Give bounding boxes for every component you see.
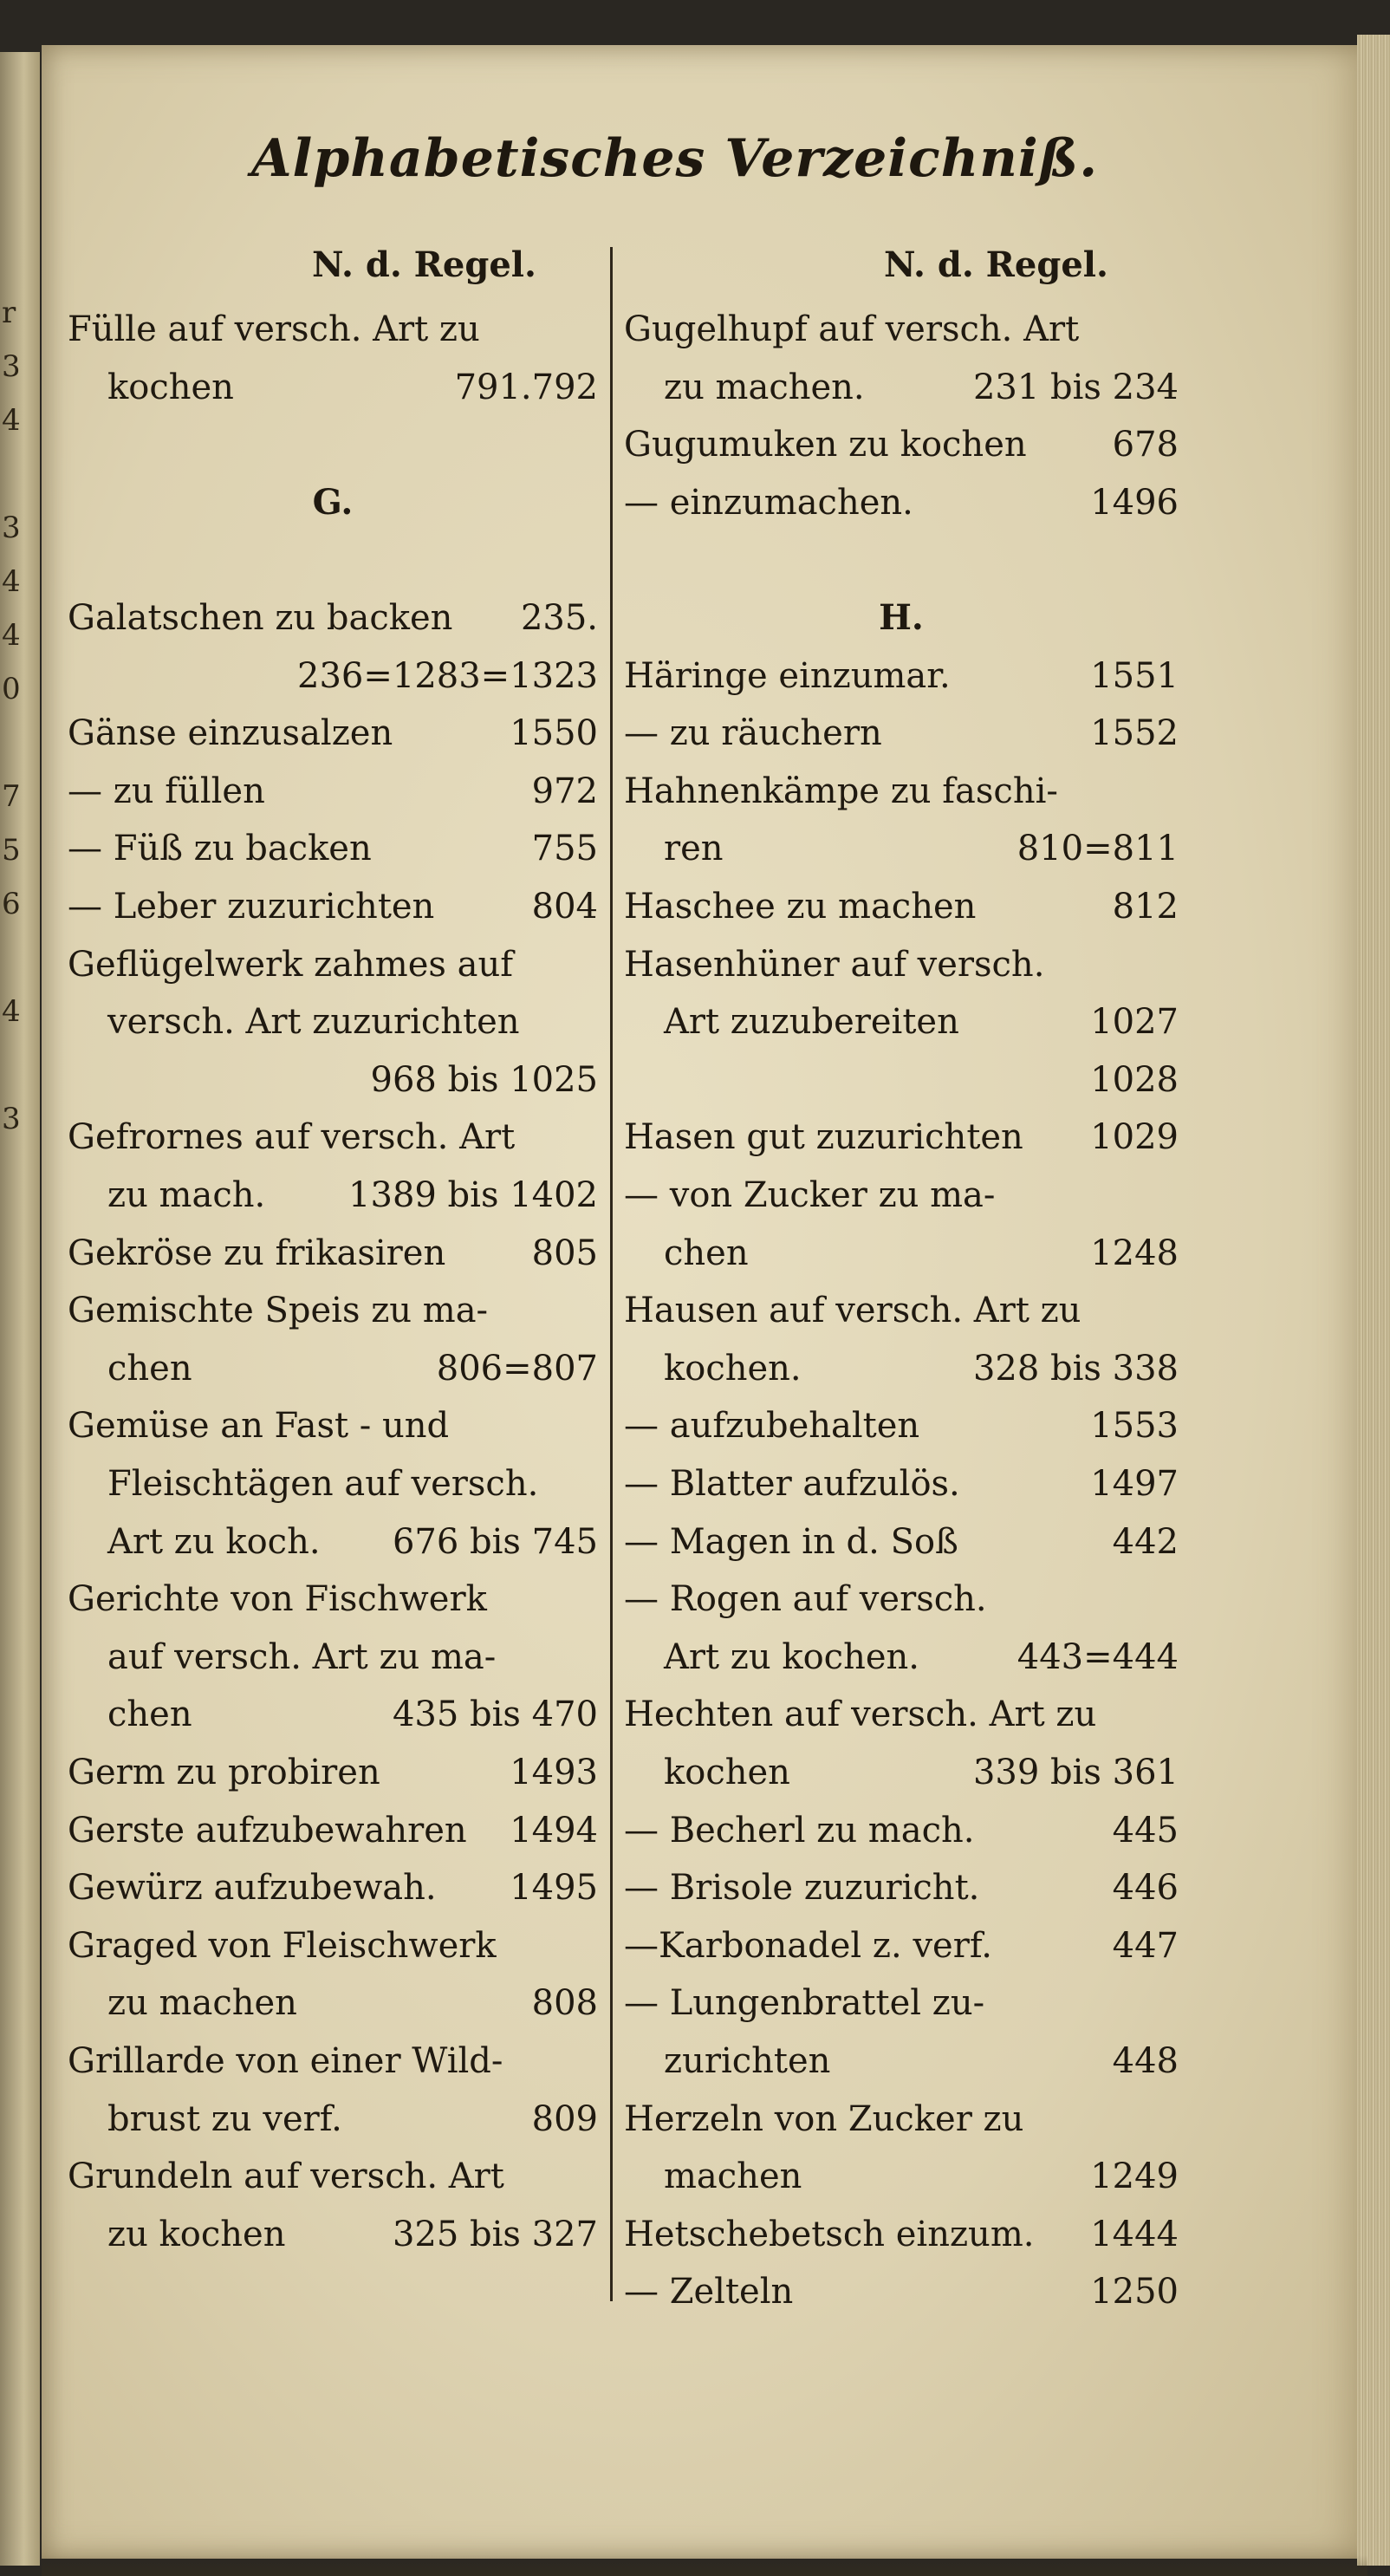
index-entry-line [624,1747,1179,1799]
previous-page-fragments [2,286,36,1146]
entry-text: Hetschebetsch einzum. [624,2214,1035,2254]
index-entry-line [68,534,598,586]
index-entry-line [624,1573,1179,1625]
previous-page-char: r [2,296,16,330]
index-entry-line [68,996,598,1048]
index-entry-line [68,1458,598,1510]
rule-number: 804 [531,887,598,927]
index-entry-line [624,650,1179,702]
index-entry-line [68,707,598,759]
index-entry-line [624,419,1179,471]
previous-page-char: 4 [2,994,21,1029]
entry-text: Herzeln von Zucker zu [624,2098,1024,2139]
previous-page-edge [0,52,40,2566]
rule-number: 236=1283=1323 [297,655,598,696]
rule-number: 448 [1112,2041,1179,2081]
rule-number: 442 [1112,1521,1179,1562]
index-entry-line [68,1862,598,1914]
entry-text: Hausen auf versch. Art zu [624,1291,1081,1331]
index-entry-line [624,1977,1179,2029]
entry-text: — Becherl zu mach. [624,1810,975,1851]
index-entry-line [624,534,1179,586]
previous-page-char [2,931,36,985]
index-entry-line [624,1343,1179,1395]
index-entry-line [624,1862,1179,1914]
entry-text: chen [664,1233,749,1273]
index-entry-line [68,1343,598,1395]
entry-text: Gerichte von Fischwerk [68,1579,487,1620]
rule-number: 676 bis 745 [392,1521,598,1562]
index-entry-line [68,1805,598,1857]
rule-number: 328 bis 338 [972,1348,1179,1389]
index-entry-line [68,1631,598,1683]
entry-text: Galatschen zu backen [68,598,453,638]
index-entry-line [68,1573,598,1625]
index-entry-line [68,2150,598,2202]
rule-number: 809 [531,2098,598,2139]
previous-page-char: 5 [2,833,21,868]
index-entry-line [68,2035,598,2087]
entry-text: — Zelteln [624,2272,794,2313]
index-entry-line [68,939,598,991]
entry-text: chen [107,1695,192,1735]
entry-text: — zu räuchern [624,713,882,754]
rule-number: 1389 bis 1402 [348,1175,598,1215]
entry-text: — zu füllen [68,771,265,811]
index-entry-line [68,1688,598,1740]
index-entry-line [624,1920,1179,1972]
index-entry-line [68,1111,598,1163]
rule-number: 1496 [1090,482,1179,523]
entry-text: Gewürz aufzubewah. [68,1868,437,1909]
index-entry-line [624,1169,1179,1221]
rule-number: 1551 [1090,655,1179,696]
index-entry-line [624,361,1179,413]
entry-text: zu kochen [107,2214,286,2254]
index-entry-line [68,823,598,875]
index-entry-line [68,1400,598,1452]
index-entry-line [68,1054,598,1106]
entry-text: Graged von Fleischwerk [68,1925,497,1966]
entry-text: G. [312,481,354,523]
entry-text: Gemischte Speis zu ma- [68,1291,489,1331]
rule-number: 1552 [1090,713,1179,754]
entry-text: kochen. [664,1348,802,1389]
entry-text: — einzumachen. [624,482,913,523]
entry-text: Grillarde von einer Wild- [68,2041,503,2081]
entry-text: — von Zucker zu ma- [624,1175,996,1215]
entry-text: Gerste aufzubewahren [68,1810,467,1851]
page-stack-edges [1357,35,1390,2566]
index-entry-line [68,2208,598,2261]
index-entry-line [68,419,598,471]
previous-page-char [2,447,36,501]
entry-text: chen [107,1348,192,1389]
rule-number: 1495 [510,1868,598,1909]
index-entry-line [68,1920,598,1972]
rule-number: 755 [531,829,598,869]
entry-text: Gekröse zu frikasiren [68,1233,446,1273]
index-entry-line [624,939,1179,991]
entry-text: Hasen gut zuzurichten [624,1117,1023,1158]
rule-number: 808 [531,1983,598,2024]
entry-text: brust zu verf. [107,2098,342,2139]
rule-number: 443=444 [1017,1636,1179,1677]
index-entry-line [624,765,1179,817]
entry-text: Gemüse an Fast - und [68,1406,450,1447]
previous-page-char: 3 [2,1102,21,1136]
entry-text: — Lungenbrattel zu- [624,1983,985,2024]
previous-page-char: 4 [2,564,21,599]
index-entry-line [624,823,1179,875]
index-entry-line [624,1458,1179,1510]
rule-number: 806=807 [436,1348,598,1389]
index-entry-line [624,2266,1179,2318]
rule-number: 1493 [510,1753,598,1792]
index-entry-line [624,2150,1179,2202]
index-entry-line [68,1516,598,1568]
rule-number: 810=811 [1017,829,1179,869]
index-entry-line [68,303,598,355]
entry-text: machen [664,2156,802,2197]
index-entry-line [68,1169,598,1221]
page-title: Alphabetisches Verzeichniß. [251,128,1099,189]
rule-number: 812 [1112,887,1179,927]
index-entry-line [624,2208,1179,2261]
right-column-heading: N. d. Regel. [884,244,1108,285]
entry-text: Fleischtägen auf versch. [107,1464,539,1504]
entry-text: Gefrornes auf versch. Art [68,1117,516,1158]
entry-text: — Füß zu backen [68,829,372,869]
left-column-heading: N. d. Regel. [312,244,536,285]
index-entry-line [68,2093,598,2145]
index-entry-line [68,477,598,529]
previous-page-char [2,716,36,770]
entry-text: — Rogen auf versch. [624,1579,987,1620]
rule-number: 235. [520,598,598,638]
index-entry-line [68,650,598,702]
index-entry-line [624,1227,1179,1279]
rule-number: 1027 [1090,1002,1179,1043]
entry-text: — Leber zuzurichten [68,887,435,927]
previous-page-char: 6 [2,887,21,921]
index-entry-line [68,1977,598,2029]
entry-text: Haschee zu machen [624,887,977,927]
entry-text: Art zuzubereiten [664,1002,959,1043]
rule-number: 325 bis 327 [392,2214,598,2254]
entry-text: Häringe einzumar. [624,655,951,696]
rule-number: 972 [531,771,598,811]
index-entry-line [624,996,1179,1048]
bottom-shadow [42,2555,1367,2576]
rule-number: 445 [1112,1810,1179,1851]
index-entry-line [624,1111,1179,1163]
previous-page-char: 4 [2,403,21,438]
index-entry-line [68,881,598,933]
entry-text: Gugelhupf auf versch. Art [624,309,1080,349]
previous-page-char: 3 [2,349,21,384]
entry-text: Hechten auf versch. Art zu [624,1695,1097,1735]
rule-number: 1553 [1090,1406,1179,1447]
entry-text: versch. Art zuzurichten [107,1002,520,1043]
rule-number: 1444 [1090,2214,1179,2254]
index-entry-line [624,881,1179,933]
rule-number: 435 bis 470 [392,1695,598,1735]
index-entry-line [68,1227,598,1279]
index-entry-line [624,592,1179,644]
entry-text: zu machen. [664,367,865,407]
previous-page-char: 3 [2,511,21,545]
index-entry-line [68,765,598,817]
index-entry-line [624,707,1179,759]
rule-number: 1248 [1090,1233,1179,1273]
rule-number: 1028 [1090,1059,1179,1100]
previous-page-char: 7 [2,779,21,814]
index-entry-line [624,303,1179,355]
rule-number: 1029 [1090,1117,1179,1158]
rule-number: 791.792 [454,367,598,407]
rule-number: 446 [1112,1868,1179,1909]
entry-text: — aufzubehalten [624,1406,920,1447]
entry-text: Fülle auf versch. Art zu [68,309,480,349]
rule-number: 339 bis 361 [972,1753,1179,1792]
entry-text: zurichten [664,2041,831,2081]
entry-text: ren [664,829,724,869]
index-entry-line [68,361,598,413]
index-entry-line [624,2093,1179,2145]
entry-text: —Karbonadel z. verf. [624,1925,992,1966]
rule-number: 805 [531,1233,598,1273]
entry-text: Art zu kochen. [664,1636,919,1677]
index-entry-line [624,1054,1179,1106]
previous-page-char [2,1038,36,1092]
rule-number: 1249 [1090,2156,1179,2197]
entry-text: Geflügelwerk zahmes auf [68,944,514,985]
rule-number: 1550 [510,713,598,754]
rule-number: 1494 [510,1810,598,1851]
rule-number: 1497 [1090,1464,1179,1504]
entry-text: Art zu koch. [107,1521,321,1562]
index-entry-line [624,477,1179,529]
index-entry-line [68,1747,598,1799]
entry-text: — Blatter aufzulös. [624,1464,960,1504]
index-entry-line [624,1688,1179,1740]
entry-text: kochen [107,367,234,407]
index-entry-line [624,1285,1179,1337]
entry-text: auf versch. Art zu ma- [107,1636,497,1677]
index-entry-line [68,1285,598,1337]
entry-text: Grundeln auf versch. Art [68,2156,504,2197]
index-entry-line [624,2035,1179,2087]
entry-text: zu mach. [107,1175,266,1215]
entry-text: Hasenhüner auf versch. [624,944,1045,985]
rule-number: 678 [1112,425,1179,465]
index-entry-line [624,1400,1179,1452]
previous-page-char: 4 [2,618,21,653]
rule-number: 231 bis 234 [972,367,1179,407]
index-entry-line [624,1631,1179,1683]
entry-text: kochen [664,1753,790,1792]
rule-number: 1250 [1090,2272,1179,2313]
entry-text: Gugumuken zu kochen [624,425,1027,465]
entry-text: zu machen [107,1983,297,2024]
index-entry-line [68,592,598,644]
entry-text: H. [879,597,924,638]
entry-text: — Brisole zuzuricht. [624,1868,980,1909]
index-entry-line [624,1805,1179,1857]
index-entry-line [624,1516,1179,1568]
entry-text: Germ zu probiren [68,1753,380,1792]
column-divider [610,247,613,2301]
rule-number: 968 bis 1025 [370,1059,598,1100]
entry-text: — Magen in d. Soß [624,1521,958,1562]
rule-number: 447 [1112,1925,1179,1966]
entry-text: Gänse einzusalzen [68,713,393,754]
previous-page-char: 0 [2,672,21,706]
entry-text: Hahnenkämpe zu faschi- [624,771,1058,811]
